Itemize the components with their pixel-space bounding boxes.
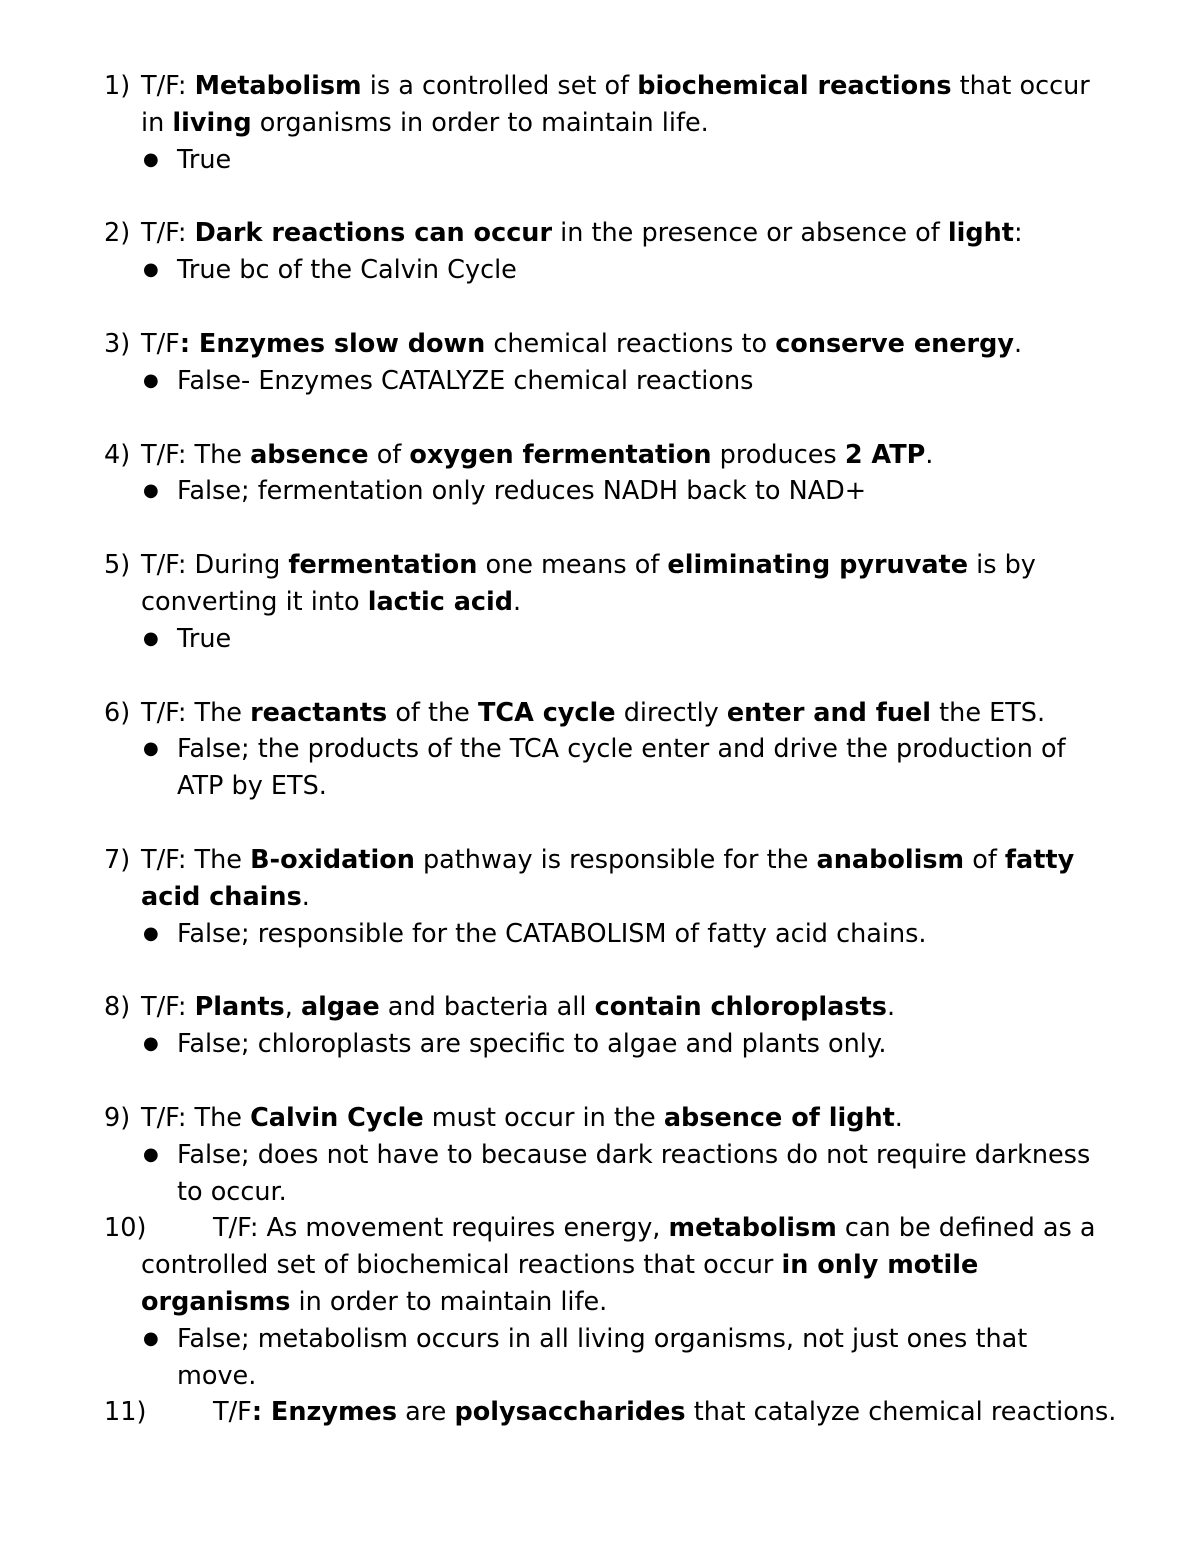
question-text: 8) T/F: Plants, algae and bacteria all contain chloroplasts.	[0, 989, 1200, 1026]
answer-bullet	[0, 731, 1200, 805]
question-5	[0, 547, 1200, 657]
question-text: 5) T/F: During fermentation one means of eliminating pyruvate is by converting it into lactic acid.	[0, 547, 1200, 621]
document-page	[0, 68, 1200, 1431]
question-number: 1)	[104, 71, 131, 101]
question-7	[0, 842, 1200, 952]
answer-text: False; does not have to because dark reactions do not require darkness to occur.	[177, 1139, 1091, 1207]
bullet-icon: ●	[143, 480, 159, 502]
question-9	[0, 1100, 1200, 1210]
answer-text: False; the products of the TCA cycle enter and drive the production of ATP by ETS.	[177, 734, 1066, 802]
answer-bullet	[0, 1321, 1200, 1395]
bullet-icon: ●	[143, 1143, 159, 1165]
answer-bullet	[0, 473, 1200, 510]
answer-bullet	[0, 1026, 1200, 1063]
answer-bullet	[0, 621, 1200, 658]
question-number: 5)	[104, 550, 131, 581]
question-text: 2) T/F: Dark reactions can occur in the presence or absence of light:	[0, 215, 1200, 252]
answer-bullet	[0, 916, 1200, 953]
answer-text: False; fermentation only reduces NADH back to NAD+	[177, 476, 867, 507]
bullet-icon: ●	[143, 369, 159, 391]
question-3	[0, 326, 1200, 400]
bullet-icon: ●	[143, 148, 159, 170]
question-8	[0, 989, 1200, 1063]
answer-bullet	[0, 1137, 1200, 1211]
answer-text: False; chloroplasts are specific to algae and plants only.	[177, 1029, 887, 1060]
question-text: 6) T/F: The reactants of the TCA cycle directly enter and fuel the ETS.	[0, 695, 1200, 732]
question-text: 9) T/F: The Calvin Cycle must occur in the absence of light.	[0, 1100, 1200, 1137]
answer-text: False; responsible for the CATABOLISM of fatty acid chains.	[177, 918, 927, 949]
question-number: 4)	[104, 439, 131, 470]
question-text: 1) T/F: Metabolism is a controlled set of biochemical reactions that occur in living organisms in order to maintain life.	[0, 68, 1200, 142]
answer-bullet	[0, 252, 1200, 289]
question-2	[0, 215, 1200, 289]
question-4	[0, 437, 1200, 511]
question-number: 10)	[104, 1213, 147, 1244]
bullet-icon: ●	[143, 922, 159, 944]
answer-text: True	[177, 144, 232, 175]
question-number: 6)	[104, 697, 131, 728]
bullet-icon: ●	[143, 627, 159, 649]
bullet-icon: ●	[143, 1327, 159, 1349]
question-number: 9)	[104, 1102, 131, 1133]
bullet-icon: ●	[143, 1033, 159, 1055]
question-1	[0, 68, 1200, 178]
question-text: 11) T/F: Enzymes are polysaccharides that catalyze chemical reactions.	[0, 1394, 1200, 1431]
answer-text: False- Enzymes CATALYZE chemical reactions	[177, 365, 754, 396]
question-text: 3) T/F: Enzymes slow down chemical reactions to conserve energy.	[0, 326, 1200, 363]
question-text: 10) T/F: As movement requires energy, metabolism can be defined as a controlled set of biochemical reactions that occur in only motile organisms in order to maintain life.	[0, 1210, 1200, 1320]
question-number: 3)	[104, 328, 131, 359]
question-number: 8)	[104, 992, 131, 1023]
answer-text: True bc of the Calvin Cycle	[177, 255, 517, 286]
bullet-icon: ●	[143, 738, 159, 760]
question-number: 11)	[104, 1397, 147, 1428]
question-10	[0, 1210, 1200, 1394]
question-text: 7) T/F: The B-oxidation pathway is responsible for the anabolism of fatty acid chains.	[0, 842, 1200, 916]
question-number: 7)	[104, 844, 131, 875]
bullet-icon: ●	[143, 259, 159, 281]
answer-text: True	[177, 623, 232, 654]
answer-text: False; metabolism occurs in all living organisms, not just ones that move.	[177, 1323, 1028, 1391]
question-number: 2)	[104, 218, 131, 249]
answer-bullet	[0, 142, 1200, 179]
question-text: 4) T/F: The absence of oxygen fermentation produces 2 ATP.	[0, 437, 1200, 474]
question-11	[0, 1394, 1200, 1431]
question-6	[0, 695, 1200, 805]
answer-bullet	[0, 363, 1200, 400]
